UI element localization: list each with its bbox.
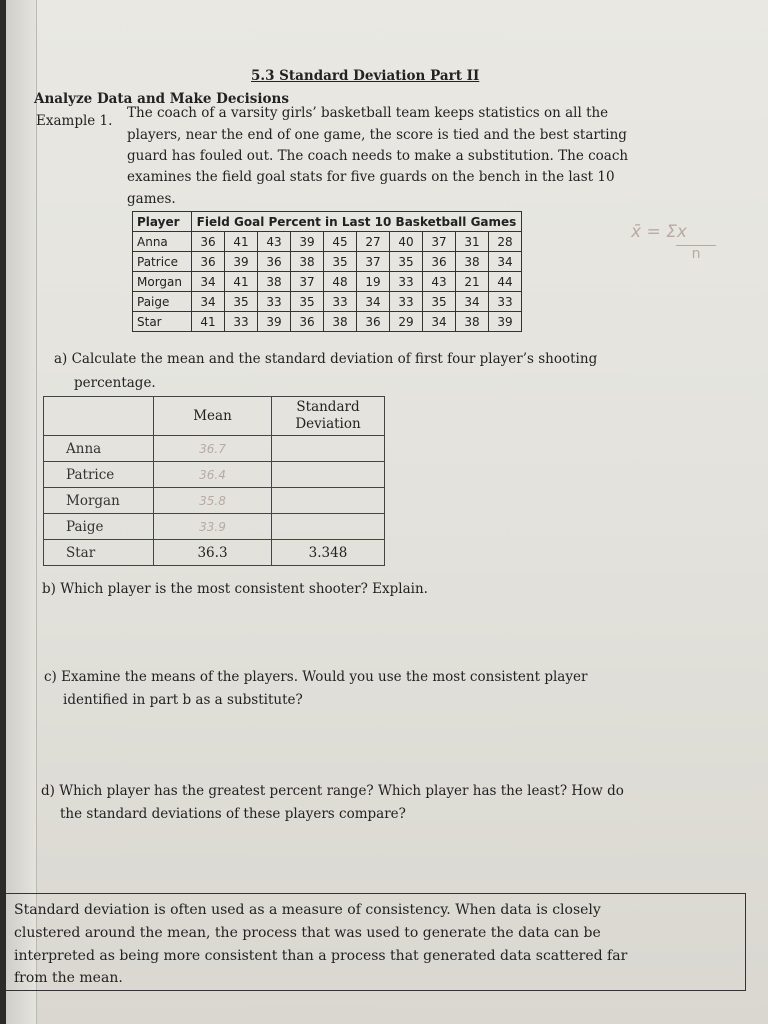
sd-cell bbox=[272, 462, 385, 488]
worksheet-page bbox=[6, 0, 768, 1024]
binder-edge bbox=[6, 0, 37, 1024]
mean-cell-handwritten bbox=[154, 514, 272, 540]
table-cell: 34 bbox=[456, 292, 489, 312]
question-c: c) Examine the means of the players. Would you use the most consistent player bbox=[44, 669, 588, 685]
table-cell: 29 bbox=[390, 312, 423, 332]
page-title: 5.3 Standard Deviation Part II bbox=[251, 68, 480, 84]
table-row bbox=[44, 436, 385, 462]
player-name: Star bbox=[133, 312, 192, 332]
question-b: b) Which player is the most consistent shooter? Explain. bbox=[42, 581, 428, 597]
table-cell: 43 bbox=[258, 232, 291, 252]
table-row bbox=[44, 540, 385, 566]
sd-cell: 3.348 bbox=[272, 540, 385, 566]
player-name: Patrice bbox=[44, 462, 154, 488]
player-name: Morgan bbox=[133, 272, 192, 292]
table-cell: 38 bbox=[456, 252, 489, 272]
table-header-row bbox=[133, 212, 522, 232]
question-d-line2: the standard deviations of these players compare? bbox=[60, 806, 406, 822]
player-name: Anna bbox=[44, 436, 154, 462]
table-cell: 38 bbox=[258, 272, 291, 292]
sd-cell bbox=[272, 436, 385, 462]
table-cell: 45 bbox=[324, 232, 357, 252]
table-cell: 41 bbox=[225, 272, 258, 292]
note-line: from the mean. bbox=[14, 970, 123, 986]
table-cell: 21 bbox=[456, 272, 489, 292]
table-cell: 35 bbox=[423, 292, 456, 312]
intro-line: guard has fouled out. The coach needs to make a substitution. The coach bbox=[127, 148, 629, 164]
table-cell: 36 bbox=[357, 312, 390, 332]
field-goal-table bbox=[132, 211, 522, 332]
table-cell: 37 bbox=[423, 232, 456, 252]
table-cell: 31 bbox=[456, 232, 489, 252]
table-cell: 36 bbox=[258, 252, 291, 272]
example-label: Example 1. bbox=[36, 113, 113, 129]
table-row bbox=[44, 462, 385, 488]
intro-line: examines the field goal stats for five guards on the bench in the last 10 bbox=[127, 169, 615, 185]
table-cell: 33 bbox=[225, 312, 258, 332]
question-a-line2: percentage. bbox=[74, 375, 156, 391]
table-cell: 27 bbox=[357, 232, 390, 252]
sd-cell bbox=[272, 488, 385, 514]
table-cell: 37 bbox=[291, 272, 324, 292]
table-cell: 35 bbox=[225, 292, 258, 312]
mean-sd-table bbox=[43, 396, 385, 566]
player-column-header: Player bbox=[133, 212, 192, 232]
table-row bbox=[44, 488, 385, 514]
table-cell: 33 bbox=[258, 292, 291, 312]
intro-line: The coach of a varsity girls’ basketball team keeps statistics on all the bbox=[127, 105, 609, 121]
table-cell: 44 bbox=[489, 272, 522, 292]
table-cell: 34 bbox=[192, 292, 225, 312]
table-cell: 34 bbox=[423, 312, 456, 332]
note-line: clustered around the mean, the process that was used to generate the data can be bbox=[14, 925, 601, 941]
table-row bbox=[133, 292, 522, 312]
table-cell: 41 bbox=[225, 232, 258, 252]
table-row bbox=[133, 272, 522, 292]
player-name: Patrice bbox=[133, 252, 192, 272]
table-cell: 36 bbox=[291, 312, 324, 332]
table-cell: 38 bbox=[324, 312, 357, 332]
player-name: Star bbox=[44, 540, 154, 566]
handwritten-mean: 33.9 bbox=[199, 519, 226, 534]
table-cell: 33 bbox=[489, 292, 522, 312]
question-c-line2: identified in part b as a substitute? bbox=[63, 692, 303, 708]
table-cell: 40 bbox=[390, 232, 423, 252]
table-cell: 35 bbox=[324, 252, 357, 272]
table-cell: 39 bbox=[291, 232, 324, 252]
games-column-header: Field Goal Percent in Last 10 Basketball Games bbox=[192, 212, 522, 232]
question-d: d) Which player has the greatest percent range? Which player has the least? How do bbox=[41, 783, 624, 799]
player-name: Morgan bbox=[44, 488, 154, 514]
table-cell: 35 bbox=[291, 292, 324, 312]
question-a: a) Calculate the mean and the standard deviation of first four player’s shooting bbox=[54, 351, 598, 367]
handwritten-mean: 36.4 bbox=[199, 467, 226, 482]
table-cell: 36 bbox=[192, 232, 225, 252]
note-line: Standard deviation is often used as a measure of consistency. When data is closely bbox=[14, 902, 601, 918]
table-cell: 33 bbox=[324, 292, 357, 312]
handwritten-mean: 35.8 bbox=[199, 493, 226, 508]
table-cell: 38 bbox=[291, 252, 324, 272]
intro-line: games. bbox=[127, 191, 176, 207]
table-cell: 19 bbox=[357, 272, 390, 292]
table-cell: 34 bbox=[192, 272, 225, 292]
handwritten-mean: 36.7 bbox=[199, 441, 226, 456]
mean-cell-handwritten bbox=[154, 436, 272, 462]
empty-header-cell bbox=[44, 397, 154, 436]
intro-line: players, near the end of one game, the score is tied and the best starting bbox=[127, 127, 627, 143]
table-cell: 39 bbox=[489, 312, 522, 332]
note-line: interpreted as being more consistent than a process that generated data scattered far bbox=[14, 948, 628, 964]
handwritten-mean-formula: x̄ = Σx bbox=[631, 222, 687, 242]
table-row bbox=[44, 514, 385, 540]
sd-cell bbox=[272, 514, 385, 540]
player-name: Anna bbox=[133, 232, 192, 252]
table-cell: 37 bbox=[357, 252, 390, 272]
mean-cell-handwritten bbox=[154, 488, 272, 514]
table-cell: 33 bbox=[390, 272, 423, 292]
table-cell: 39 bbox=[225, 252, 258, 272]
mean-cell-handwritten bbox=[154, 462, 272, 488]
player-name: Paige bbox=[44, 514, 154, 540]
consistency-note-box bbox=[6, 893, 746, 991]
table-cell: 43 bbox=[423, 272, 456, 292]
table-cell: 41 bbox=[192, 312, 225, 332]
table-row bbox=[133, 232, 522, 252]
table-row bbox=[133, 312, 522, 332]
handwritten-formula-denominator: n bbox=[676, 245, 716, 262]
table-cell: 36 bbox=[192, 252, 225, 272]
table-cell: 39 bbox=[258, 312, 291, 332]
mean-cell: 36.3 bbox=[154, 540, 272, 566]
table-row bbox=[133, 252, 522, 272]
table-header-row bbox=[44, 397, 385, 436]
sd-column-header bbox=[272, 397, 385, 436]
sd-header-line: Standard bbox=[296, 399, 360, 415]
table-cell: 36 bbox=[423, 252, 456, 272]
table-cell: 34 bbox=[357, 292, 390, 312]
table-cell: 33 bbox=[390, 292, 423, 312]
mean-column-header: Mean bbox=[154, 397, 272, 436]
table-cell: 34 bbox=[489, 252, 522, 272]
table-cell: 28 bbox=[489, 232, 522, 252]
player-name: Paige bbox=[133, 292, 192, 312]
section-heading: Analyze Data and Make Decisions bbox=[34, 91, 289, 107]
table-cell: 48 bbox=[324, 272, 357, 292]
table-cell: 35 bbox=[390, 252, 423, 272]
table-cell: 38 bbox=[456, 312, 489, 332]
sd-header-line: Deviation bbox=[295, 416, 361, 432]
